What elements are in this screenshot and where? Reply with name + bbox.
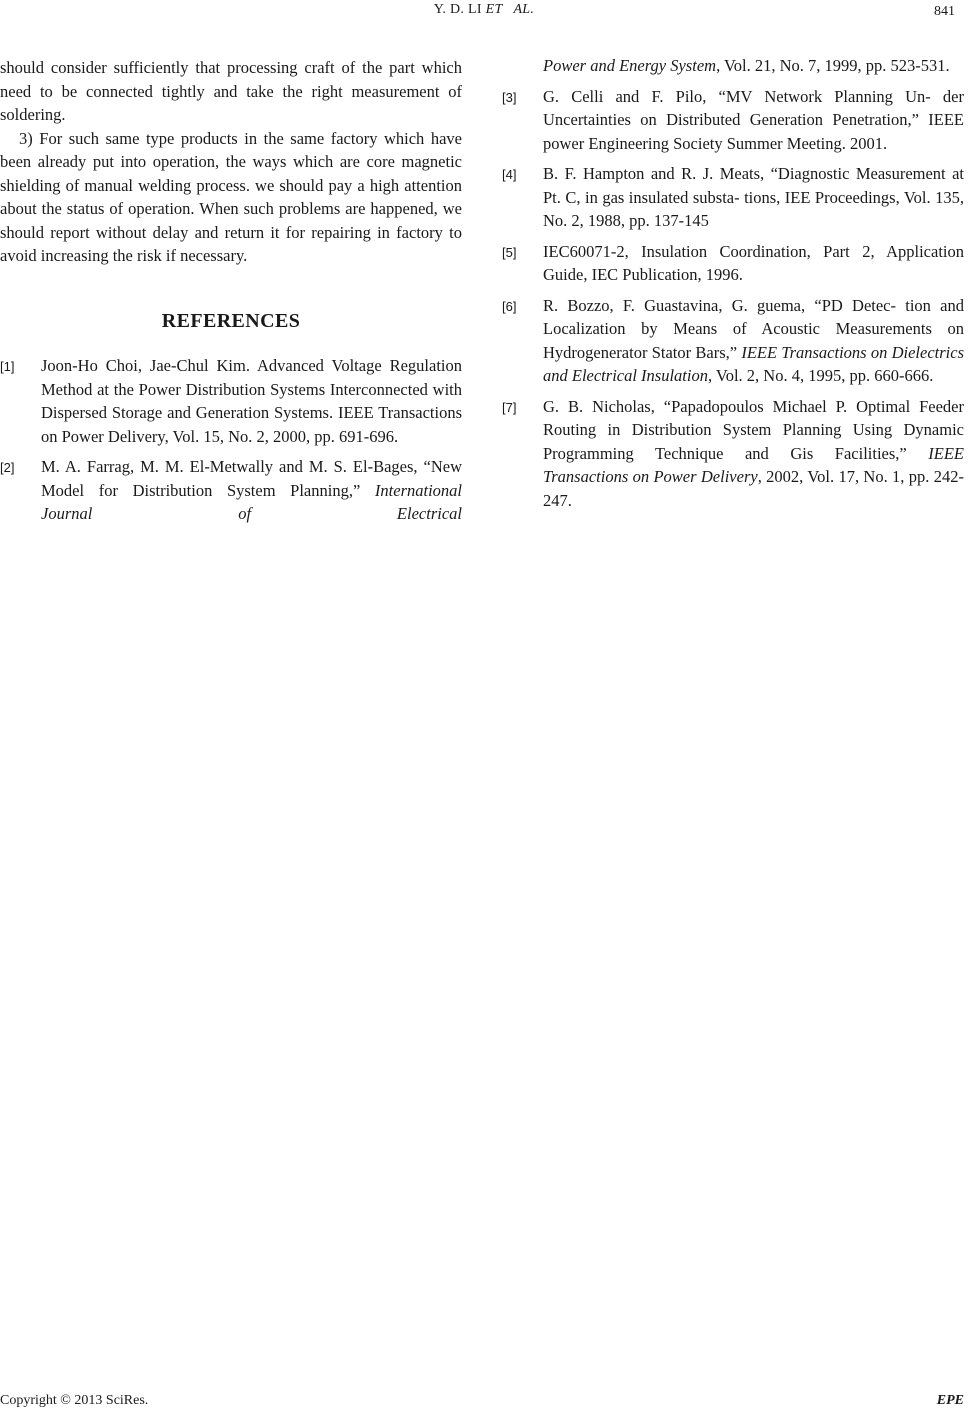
reference-number: [4] (502, 167, 517, 182)
reference-number: [5] (502, 244, 517, 260)
references-heading: REFERENCES (161, 309, 301, 332)
reference-number: [6] (502, 298, 517, 314)
page-number: 841 (934, 4, 955, 19)
reference-item (502, 240, 964, 287)
reference-text: G. B. Nicholas, “Papadopoulos Michael P. Optimal Feeder Routing in Distribution System Planning Using Dynamic Programming Technique and Gis Facilities,” IEEE Transactions on Power Delivery, 2002, Vol. 17, No. 1, pp. 242-247. (543, 396, 964, 510)
reference-text: R. Bozzo, F. Guastavina, G. guema, “PD Detec- tion and Localization by Means of Acoustic Measurements on Hydrogenerator Stator Bars,” IEEE Transactions on Dielectrics and Electrical Insulation, Vol. 2, No. 4, 1995, pp. 660-666. (543, 295, 964, 385)
footer-journal: EPE (936, 1393, 964, 1408)
footer-copyright: Copyright © 2013 SciRes. (0, 1393, 149, 1408)
reference-item (0, 354, 462, 448)
body-paragraph-1: should consider sufficiently that processing craft of the part which need to be connected tightly and take the right measurement of soldering. (0, 58, 462, 124)
reference-item (502, 162, 964, 233)
reference-number: [2] (0, 460, 15, 475)
right-column (502, 54, 964, 519)
reference-text: Joon-Ho Choi, Jae-Chul Kim. Advanced Voltage Regulation Method at the Power Distribution Systems Interconnected with Dispersed Storage and Generation Systems. IEEE Transactions on Power Delivery, Vol. 15, No. 2, 2000, pp. 691-696. (41, 356, 462, 446)
reference-number: [7] (502, 399, 517, 415)
left-column (0, 56, 462, 533)
reference-text: M. A. Farrag, M. M. El-Metwally and M. S. El-Bages, “New Model for Distribution System Planning,” International Journal of Electrical (41, 457, 462, 523)
reference-continuation: Power and Energy System, Vol. 21, No. 7, 1999, pp. 523-531. (543, 56, 950, 75)
reference-number: [1] (0, 359, 15, 374)
reference-item (502, 85, 964, 156)
body-paragraph-2: 3) For such same type products in the same factory which have been already put into operation, the ways which are core magnetic shielding of manual welding process. we should pay a high attention about the status of operation. When such problems are happened, we should report without delay and return it for repairing in factory to avoid increasing the risk if necessary. (0, 128, 462, 265)
running-head (0, 2, 968, 18)
reference-item (0, 455, 462, 526)
reference-number: [3] (502, 89, 517, 105)
reference-item (502, 395, 964, 513)
reference-text: IEC60071-2, Insulation Coordination, Part 2, Application Guide, IEC Publication, 1996. (543, 241, 964, 284)
reference-item (502, 294, 964, 388)
header-etal: ET AL. (485, 2, 535, 17)
reference-text: G. Celli and F. Pilo, “MV Network Planning Un- der Uncertainties on Distributed Generation Penetration,” IEEE power Engineering Society Summer Meeting. 2001. (543, 86, 964, 153)
reference-text: B. F. Hampton and R. J. Meats, “Diagnostic Measurement at Pt. C, in gas insulated substa- tions, IEE Proceedings, Vol. 135, No. 2, 1988, pp. 137-145 (543, 164, 964, 230)
header-author: Y. D. LI (433, 2, 482, 17)
